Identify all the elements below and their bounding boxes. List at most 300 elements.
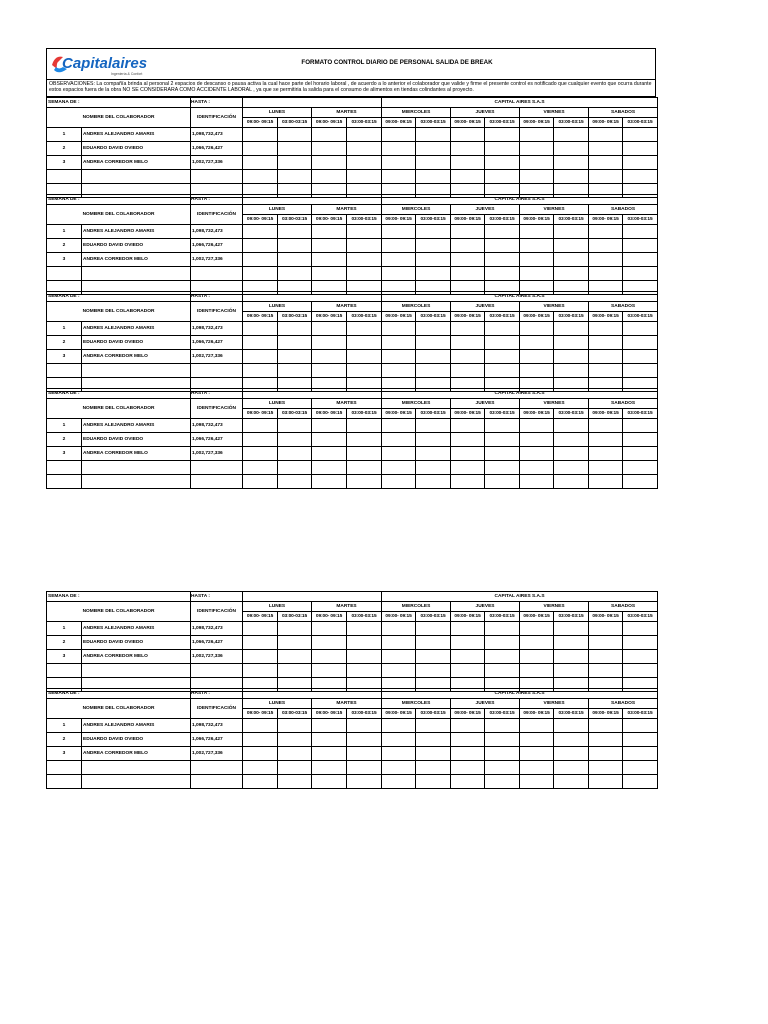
empty-cell[interactable] <box>451 170 485 184</box>
empty-cell[interactable] <box>416 761 451 775</box>
empty-cell[interactable] <box>589 364 623 378</box>
empty-cell[interactable] <box>520 664 554 678</box>
empty-cell[interactable] <box>347 170 382 184</box>
empty-cell[interactable] <box>312 475 347 489</box>
empty-cell[interactable] <box>191 775 243 789</box>
empty-cell[interactable] <box>485 664 520 678</box>
empty-cell[interactable] <box>485 461 520 475</box>
signature-cell[interactable] <box>485 350 520 364</box>
signature-cell[interactable] <box>382 433 416 447</box>
empty-cell[interactable] <box>47 461 82 475</box>
signature-cell[interactable] <box>347 733 382 747</box>
empty-cell[interactable] <box>347 664 382 678</box>
empty-cell[interactable] <box>623 267 658 281</box>
empty-cell[interactable] <box>243 664 278 678</box>
empty-cell[interactable] <box>451 775 485 789</box>
empty-cell[interactable] <box>191 364 243 378</box>
empty-cell[interactable] <box>451 267 485 281</box>
signature-cell[interactable] <box>416 322 451 336</box>
signature-cell[interactable] <box>520 156 554 170</box>
signature-cell[interactable] <box>451 433 485 447</box>
signature-cell[interactable] <box>416 128 451 142</box>
empty-cell[interactable] <box>47 170 82 184</box>
signature-cell[interactable] <box>382 419 416 433</box>
signature-cell[interactable] <box>347 225 382 239</box>
signature-cell[interactable] <box>451 336 485 350</box>
empty-cell[interactable] <box>554 761 589 775</box>
signature-cell[interactable] <box>243 322 278 336</box>
signature-cell[interactable] <box>589 419 623 433</box>
signature-cell[interactable] <box>554 128 589 142</box>
signature-cell[interactable] <box>485 733 520 747</box>
signature-cell[interactable] <box>520 636 554 650</box>
signature-cell[interactable] <box>347 719 382 733</box>
signature-cell[interactable] <box>347 156 382 170</box>
empty-cell[interactable] <box>589 170 623 184</box>
signature-cell[interactable] <box>451 419 485 433</box>
signature-cell[interactable] <box>623 747 658 761</box>
signature-cell[interactable] <box>554 336 589 350</box>
empty-cell[interactable] <box>416 664 451 678</box>
empty-cell[interactable] <box>451 761 485 775</box>
empty-cell[interactable] <box>191 267 243 281</box>
signature-cell[interactable] <box>589 156 623 170</box>
signature-cell[interactable] <box>623 253 658 267</box>
empty-cell[interactable] <box>554 664 589 678</box>
signature-cell[interactable] <box>589 636 623 650</box>
signature-cell[interactable] <box>554 447 589 461</box>
signature-cell[interactable] <box>520 419 554 433</box>
signature-cell[interactable] <box>485 419 520 433</box>
empty-cell[interactable] <box>416 461 451 475</box>
empty-cell[interactable] <box>485 267 520 281</box>
signature-cell[interactable] <box>554 142 589 156</box>
signature-cell[interactable] <box>623 433 658 447</box>
empty-cell[interactable] <box>243 170 278 184</box>
empty-cell[interactable] <box>416 775 451 789</box>
empty-cell[interactable] <box>278 364 312 378</box>
empty-cell[interactable] <box>382 461 416 475</box>
signature-cell[interactable] <box>243 747 278 761</box>
signature-cell[interactable] <box>554 636 589 650</box>
empty-cell[interactable] <box>82 475 191 489</box>
empty-cell[interactable] <box>623 170 658 184</box>
empty-cell[interactable] <box>278 775 312 789</box>
empty-cell[interactable] <box>623 475 658 489</box>
empty-cell[interactable] <box>485 364 520 378</box>
signature-cell[interactable] <box>589 253 623 267</box>
empty-cell[interactable] <box>191 761 243 775</box>
signature-cell[interactable] <box>347 336 382 350</box>
signature-cell[interactable] <box>623 650 658 664</box>
empty-cell[interactable] <box>278 761 312 775</box>
signature-cell[interactable] <box>554 419 589 433</box>
empty-cell[interactable] <box>347 267 382 281</box>
signature-cell[interactable] <box>451 350 485 364</box>
signature-cell[interactable] <box>312 253 347 267</box>
hasta-value[interactable] <box>243 292 382 302</box>
signature-cell[interactable] <box>347 142 382 156</box>
empty-cell[interactable] <box>347 775 382 789</box>
empty-cell[interactable] <box>554 364 589 378</box>
empty-cell[interactable] <box>485 761 520 775</box>
signature-cell[interactable] <box>347 650 382 664</box>
signature-cell[interactable] <box>451 156 485 170</box>
empty-cell[interactable] <box>82 364 191 378</box>
signature-cell[interactable] <box>416 719 451 733</box>
empty-cell[interactable] <box>243 461 278 475</box>
signature-cell[interactable] <box>554 622 589 636</box>
signature-cell[interactable] <box>312 350 347 364</box>
signature-cell[interactable] <box>589 433 623 447</box>
signature-cell[interactable] <box>623 128 658 142</box>
hasta-value[interactable] <box>243 389 382 399</box>
signature-cell[interactable] <box>382 622 416 636</box>
signature-cell[interactable] <box>243 622 278 636</box>
signature-cell[interactable] <box>347 350 382 364</box>
signature-cell[interactable] <box>243 128 278 142</box>
signature-cell[interactable] <box>520 747 554 761</box>
signature-cell[interactable] <box>623 322 658 336</box>
signature-cell[interactable] <box>416 419 451 433</box>
signature-cell[interactable] <box>312 650 347 664</box>
signature-cell[interactable] <box>451 447 485 461</box>
signature-cell[interactable] <box>623 239 658 253</box>
signature-cell[interactable] <box>243 350 278 364</box>
signature-cell[interactable] <box>520 128 554 142</box>
signature-cell[interactable] <box>416 253 451 267</box>
signature-cell[interactable] <box>451 719 485 733</box>
empty-cell[interactable] <box>312 664 347 678</box>
empty-cell[interactable] <box>82 664 191 678</box>
signature-cell[interactable] <box>278 447 312 461</box>
signature-cell[interactable] <box>520 719 554 733</box>
signature-cell[interactable] <box>485 636 520 650</box>
empty-cell[interactable] <box>623 761 658 775</box>
signature-cell[interactable] <box>520 433 554 447</box>
empty-cell[interactable] <box>382 170 416 184</box>
signature-cell[interactable] <box>485 156 520 170</box>
signature-cell[interactable] <box>416 650 451 664</box>
empty-cell[interactable] <box>554 267 589 281</box>
empty-cell[interactable] <box>554 170 589 184</box>
signature-cell[interactable] <box>485 622 520 636</box>
empty-cell[interactable] <box>589 267 623 281</box>
signature-cell[interactable] <box>520 225 554 239</box>
signature-cell[interactable] <box>243 156 278 170</box>
signature-cell[interactable] <box>243 225 278 239</box>
signature-cell[interactable] <box>347 253 382 267</box>
empty-cell[interactable] <box>82 170 191 184</box>
signature-cell[interactable] <box>416 239 451 253</box>
empty-cell[interactable] <box>82 461 191 475</box>
empty-cell[interactable] <box>382 664 416 678</box>
signature-cell[interactable] <box>312 322 347 336</box>
signature-cell[interactable] <box>485 747 520 761</box>
empty-cell[interactable] <box>554 461 589 475</box>
signature-cell[interactable] <box>382 225 416 239</box>
empty-cell[interactable] <box>82 267 191 281</box>
empty-cell[interactable] <box>485 775 520 789</box>
signature-cell[interactable] <box>347 322 382 336</box>
signature-cell[interactable] <box>623 733 658 747</box>
signature-cell[interactable] <box>347 636 382 650</box>
signature-cell[interactable] <box>312 419 347 433</box>
signature-cell[interactable] <box>520 650 554 664</box>
signature-cell[interactable] <box>451 733 485 747</box>
signature-cell[interactable] <box>347 239 382 253</box>
signature-cell[interactable] <box>623 350 658 364</box>
empty-cell[interactable] <box>278 267 312 281</box>
signature-cell[interactable] <box>554 239 589 253</box>
empty-cell[interactable] <box>312 775 347 789</box>
empty-cell[interactable] <box>47 475 82 489</box>
signature-cell[interactable] <box>278 733 312 747</box>
signature-cell[interactable] <box>623 447 658 461</box>
empty-cell[interactable] <box>47 775 82 789</box>
signature-cell[interactable] <box>520 336 554 350</box>
signature-cell[interactable] <box>382 447 416 461</box>
empty-cell[interactable] <box>382 475 416 489</box>
empty-cell[interactable] <box>382 267 416 281</box>
empty-cell[interactable] <box>243 761 278 775</box>
signature-cell[interactable] <box>623 142 658 156</box>
signature-cell[interactable] <box>520 447 554 461</box>
empty-cell[interactable] <box>243 475 278 489</box>
signature-cell[interactable] <box>347 747 382 761</box>
signature-cell[interactable] <box>382 239 416 253</box>
signature-cell[interactable] <box>416 433 451 447</box>
signature-cell[interactable] <box>312 239 347 253</box>
signature-cell[interactable] <box>347 622 382 636</box>
signature-cell[interactable] <box>451 322 485 336</box>
signature-cell[interactable] <box>451 747 485 761</box>
empty-cell[interactable] <box>82 775 191 789</box>
signature-cell[interactable] <box>278 719 312 733</box>
signature-cell[interactable] <box>485 433 520 447</box>
empty-cell[interactable] <box>347 761 382 775</box>
empty-cell[interactable] <box>312 461 347 475</box>
empty-cell[interactable] <box>589 461 623 475</box>
signature-cell[interactable] <box>278 747 312 761</box>
empty-cell[interactable] <box>82 761 191 775</box>
signature-cell[interactable] <box>312 156 347 170</box>
signature-cell[interactable] <box>278 419 312 433</box>
signature-cell[interactable] <box>485 128 520 142</box>
signature-cell[interactable] <box>554 350 589 364</box>
empty-cell[interactable] <box>520 170 554 184</box>
signature-cell[interactable] <box>278 322 312 336</box>
empty-cell[interactable] <box>47 761 82 775</box>
signature-cell[interactable] <box>278 622 312 636</box>
empty-cell[interactable] <box>416 364 451 378</box>
signature-cell[interactable] <box>312 636 347 650</box>
signature-cell[interactable] <box>589 322 623 336</box>
signature-cell[interactable] <box>554 322 589 336</box>
empty-cell[interactable] <box>347 364 382 378</box>
signature-cell[interactable] <box>278 142 312 156</box>
empty-cell[interactable] <box>191 461 243 475</box>
signature-cell[interactable] <box>382 156 416 170</box>
signature-cell[interactable] <box>485 336 520 350</box>
signature-cell[interactable] <box>451 636 485 650</box>
signature-cell[interactable] <box>243 336 278 350</box>
signature-cell[interactable] <box>416 747 451 761</box>
empty-cell[interactable] <box>347 475 382 489</box>
signature-cell[interactable] <box>554 253 589 267</box>
signature-cell[interactable] <box>554 733 589 747</box>
empty-cell[interactable] <box>382 364 416 378</box>
signature-cell[interactable] <box>589 128 623 142</box>
hasta-value[interactable] <box>243 689 382 699</box>
signature-cell[interactable] <box>623 719 658 733</box>
signature-cell[interactable] <box>554 747 589 761</box>
signature-cell[interactable] <box>382 636 416 650</box>
signature-cell[interactable] <box>416 447 451 461</box>
empty-cell[interactable] <box>278 664 312 678</box>
signature-cell[interactable] <box>243 636 278 650</box>
signature-cell[interactable] <box>623 419 658 433</box>
signature-cell[interactable] <box>451 622 485 636</box>
signature-cell[interactable] <box>623 225 658 239</box>
signature-cell[interactable] <box>520 142 554 156</box>
signature-cell[interactable] <box>451 253 485 267</box>
empty-cell[interactable] <box>589 664 623 678</box>
signature-cell[interactable] <box>416 733 451 747</box>
empty-cell[interactable] <box>312 170 347 184</box>
empty-cell[interactable] <box>312 761 347 775</box>
empty-cell[interactable] <box>47 267 82 281</box>
signature-cell[interactable] <box>623 622 658 636</box>
empty-cell[interactable] <box>416 267 451 281</box>
signature-cell[interactable] <box>451 225 485 239</box>
signature-cell[interactable] <box>382 733 416 747</box>
empty-cell[interactable] <box>554 475 589 489</box>
signature-cell[interactable] <box>382 128 416 142</box>
signature-cell[interactable] <box>278 350 312 364</box>
empty-cell[interactable] <box>243 364 278 378</box>
signature-cell[interactable] <box>243 447 278 461</box>
empty-cell[interactable] <box>47 364 82 378</box>
signature-cell[interactable] <box>416 225 451 239</box>
signature-cell[interactable] <box>554 650 589 664</box>
empty-cell[interactable] <box>520 364 554 378</box>
signature-cell[interactable] <box>520 322 554 336</box>
signature-cell[interactable] <box>520 253 554 267</box>
signature-cell[interactable] <box>243 733 278 747</box>
signature-cell[interactable] <box>382 747 416 761</box>
signature-cell[interactable] <box>589 142 623 156</box>
signature-cell[interactable] <box>589 719 623 733</box>
signature-cell[interactable] <box>312 719 347 733</box>
hasta-value[interactable] <box>243 195 382 205</box>
empty-cell[interactable] <box>520 461 554 475</box>
signature-cell[interactable] <box>278 650 312 664</box>
empty-cell[interactable] <box>520 267 554 281</box>
signature-cell[interactable] <box>589 447 623 461</box>
empty-cell[interactable] <box>382 775 416 789</box>
signature-cell[interactable] <box>554 156 589 170</box>
signature-cell[interactable] <box>589 747 623 761</box>
signature-cell[interactable] <box>278 239 312 253</box>
empty-cell[interactable] <box>243 775 278 789</box>
signature-cell[interactable] <box>520 239 554 253</box>
empty-cell[interactable] <box>243 267 278 281</box>
empty-cell[interactable] <box>191 664 243 678</box>
empty-cell[interactable] <box>485 170 520 184</box>
empty-cell[interactable] <box>382 761 416 775</box>
signature-cell[interactable] <box>278 128 312 142</box>
signature-cell[interactable] <box>451 142 485 156</box>
signature-cell[interactable] <box>589 733 623 747</box>
empty-cell[interactable] <box>589 475 623 489</box>
signature-cell[interactable] <box>243 253 278 267</box>
signature-cell[interactable] <box>416 336 451 350</box>
signature-cell[interactable] <box>347 433 382 447</box>
empty-cell[interactable] <box>312 364 347 378</box>
signature-cell[interactable] <box>382 142 416 156</box>
empty-cell[interactable] <box>623 775 658 789</box>
signature-cell[interactable] <box>312 447 347 461</box>
signature-cell[interactable] <box>243 433 278 447</box>
signature-cell[interactable] <box>416 622 451 636</box>
empty-cell[interactable] <box>278 461 312 475</box>
empty-cell[interactable] <box>520 775 554 789</box>
signature-cell[interactable] <box>312 128 347 142</box>
signature-cell[interactable] <box>416 350 451 364</box>
empty-cell[interactable] <box>623 364 658 378</box>
signature-cell[interactable] <box>520 622 554 636</box>
empty-cell[interactable] <box>451 664 485 678</box>
signature-cell[interactable] <box>312 747 347 761</box>
signature-cell[interactable] <box>589 650 623 664</box>
signature-cell[interactable] <box>312 336 347 350</box>
empty-cell[interactable] <box>191 475 243 489</box>
signature-cell[interactable] <box>243 419 278 433</box>
signature-cell[interactable] <box>382 650 416 664</box>
signature-cell[interactable] <box>623 156 658 170</box>
empty-cell[interactable] <box>589 775 623 789</box>
signature-cell[interactable] <box>451 128 485 142</box>
signature-cell[interactable] <box>312 622 347 636</box>
empty-cell[interactable] <box>278 475 312 489</box>
signature-cell[interactable] <box>243 142 278 156</box>
signature-cell[interactable] <box>312 142 347 156</box>
signature-cell[interactable] <box>520 350 554 364</box>
signature-cell[interactable] <box>382 350 416 364</box>
signature-cell[interactable] <box>278 336 312 350</box>
empty-cell[interactable] <box>623 664 658 678</box>
signature-cell[interactable] <box>589 239 623 253</box>
signature-cell[interactable] <box>589 225 623 239</box>
signature-cell[interactable] <box>243 239 278 253</box>
empty-cell[interactable] <box>191 170 243 184</box>
signature-cell[interactable] <box>312 733 347 747</box>
signature-cell[interactable] <box>347 128 382 142</box>
signature-cell[interactable] <box>485 650 520 664</box>
signature-cell[interactable] <box>554 719 589 733</box>
signature-cell[interactable] <box>382 322 416 336</box>
signature-cell[interactable] <box>278 225 312 239</box>
signature-cell[interactable] <box>416 636 451 650</box>
signature-cell[interactable] <box>485 322 520 336</box>
empty-cell[interactable] <box>347 461 382 475</box>
signature-cell[interactable] <box>243 650 278 664</box>
signature-cell[interactable] <box>589 622 623 636</box>
signature-cell[interactable] <box>623 336 658 350</box>
signature-cell[interactable] <box>382 719 416 733</box>
signature-cell[interactable] <box>589 350 623 364</box>
